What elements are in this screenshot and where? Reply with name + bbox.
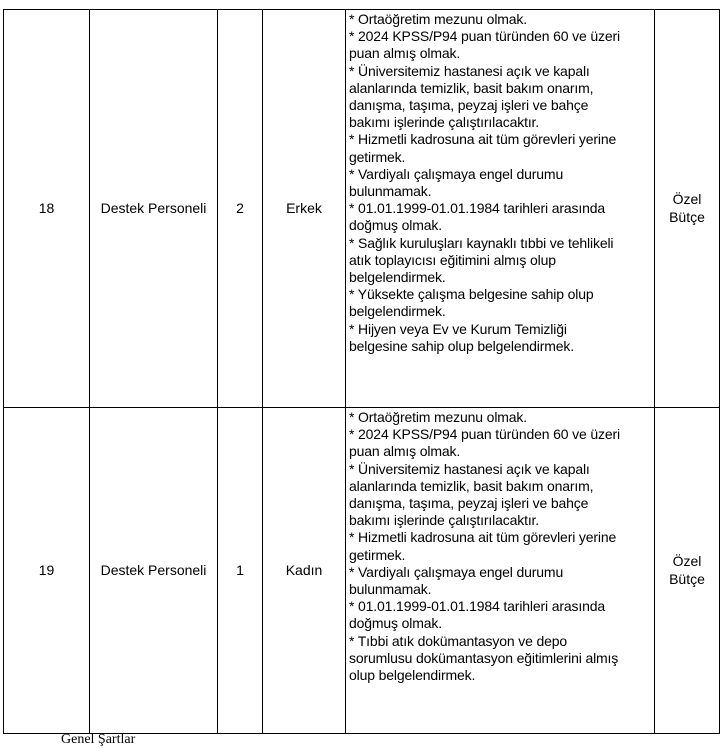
budget-line: Özel	[672, 553, 702, 570]
requirement-line: danışma, taşıma, peyzaj işleri ve bahçe	[349, 97, 589, 114]
table-row	[4, 408, 720, 734]
requirement-line: * 2024 KPSS/P94 puan türünden 60 ve üzeri	[349, 28, 620, 45]
requirement-line: * Sağlık kuruluşları kaynaklı tıbbi ve tehlikeli	[349, 234, 614, 251]
requirement-line: * Hizmetli kadrosuna ait tüm görevleri yerine	[349, 131, 617, 148]
requirement-line: getirmek.	[349, 148, 406, 165]
position-title: Destek Personeli	[90, 408, 218, 734]
requirement-line: belgesine sahip olup belgelendirmek.	[349, 337, 574, 354]
requirement-line: bulunmamak.	[349, 581, 432, 598]
positions-table	[3, 9, 720, 734]
budget-line: Bütçe	[669, 208, 705, 225]
position-requirements	[346, 408, 655, 734]
footer-heading: Genel Şartlar	[61, 732, 136, 747]
position-requirements	[346, 10, 655, 408]
position-count: 2	[218, 10, 263, 408]
budget-line: Özel	[672, 191, 702, 208]
requirement-line: * Hijyen veya Ev ve Kurum Temizliği	[349, 320, 567, 337]
position-number: 19	[4, 408, 90, 734]
requirement-line: * Tıbbi atık dokümantasyon ve depo	[349, 632, 568, 649]
position-number: 18	[4, 10, 90, 408]
requirement-line: bakımı işlerinde çalıştırılacaktır.	[349, 512, 540, 529]
requirement-line: * Vardiyalı çalışmaya engel durumu	[349, 563, 564, 580]
position-count: 1	[218, 408, 263, 734]
requirement-line: * 01.01.1999-01.01.1984 tarihleri arasında	[349, 200, 606, 217]
requirement-line: * 2024 KPSS/P94 puan türünden 60 ve üzeri	[349, 426, 620, 443]
requirement-line: * 01.01.1999-01.01.1984 tarihleri arasında	[349, 598, 606, 615]
requirement-line: * Üniversitemiz hastanesi açık ve kapalı	[349, 62, 590, 79]
requirement-line: puan almış olmak.	[349, 45, 461, 62]
requirement-line: getirmek.	[349, 546, 406, 563]
requirement-line: sorumlusu dokümantasyon eğitimlerini almış	[349, 649, 619, 666]
requirement-line: * Ortaöğretim mezunu olmak.	[349, 11, 528, 27]
requirement-line: bulunmamak.	[349, 183, 432, 200]
position-budget	[655, 408, 720, 734]
position-gender: Kadın	[263, 408, 346, 734]
requirement-line: * Vardiyalı çalışmaya engel durumu	[349, 165, 564, 182]
requirement-line: olup belgelendirmek.	[349, 667, 476, 684]
table-row	[4, 10, 720, 408]
requirement-line: * Üniversitemiz hastanesi açık ve kapalı	[349, 460, 590, 477]
requirement-line: alanlarında temizlik, basit bakım onarım,	[349, 79, 594, 96]
requirement-line: atık toplayıcısı eğitimini almış olup	[349, 251, 556, 268]
requirement-line: doğmuş olmak.	[349, 217, 442, 234]
position-gender: Erkek	[263, 10, 346, 408]
requirement-line: alanlarında temizlik, basit bakım onarım,	[349, 477, 594, 494]
requirement-line: belgelendirmek.	[349, 269, 446, 286]
requirement-line: doğmuş olmak.	[349, 615, 442, 632]
budget-line: Bütçe	[669, 570, 705, 587]
requirement-line: belgelendirmek.	[349, 303, 446, 320]
requirement-line: * Ortaöğretim mezunu olmak.	[349, 409, 528, 425]
requirement-line: puan almış olmak.	[349, 443, 461, 460]
requirement-line: bakımı işlerinde çalıştırılacaktır.	[349, 114, 540, 131]
position-budget	[655, 10, 720, 408]
position-title: Destek Personeli	[90, 10, 218, 408]
requirement-line: danışma, taşıma, peyzaj işleri ve bahçe	[349, 495, 589, 512]
requirement-line: * Hizmetli kadrosuna ait tüm görevleri yerine	[349, 529, 617, 546]
requirement-line: * Yüksekte çalışma belgesine sahip olup	[349, 286, 594, 303]
